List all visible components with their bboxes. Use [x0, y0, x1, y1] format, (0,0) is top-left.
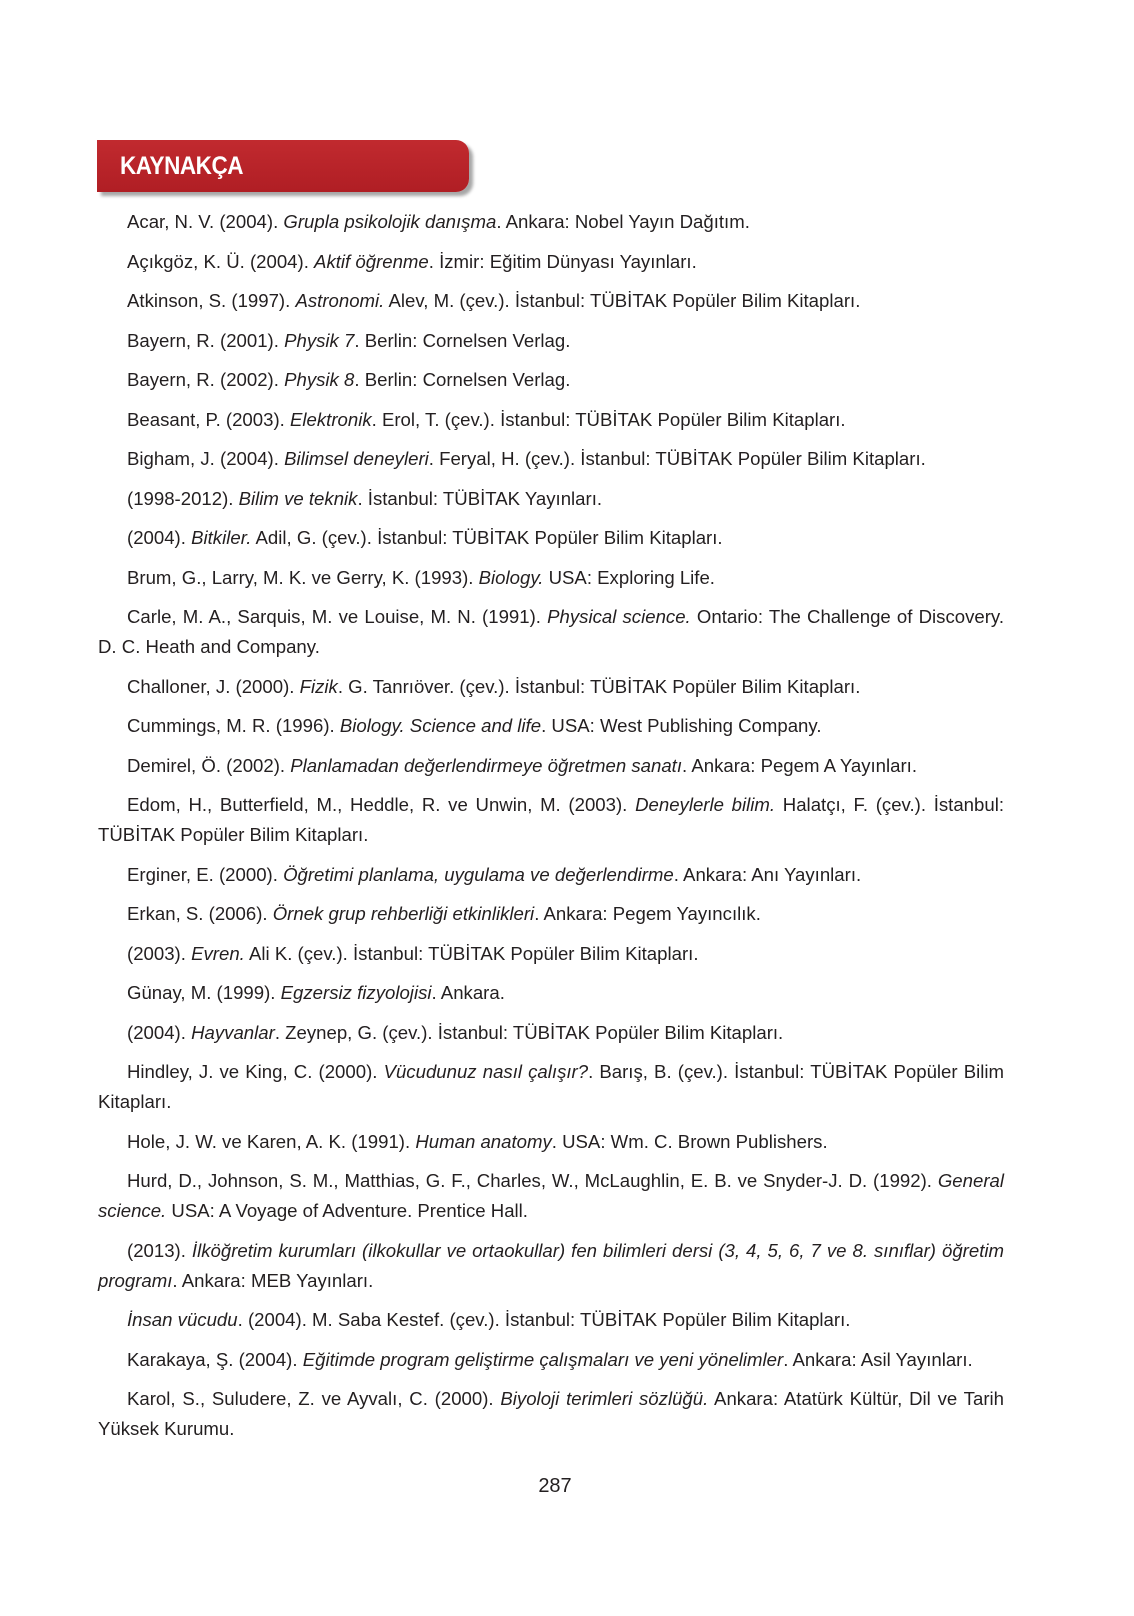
reference-entry: [98, 711, 1004, 741]
reference-text: Demirel, Ö. (2002).: [127, 754, 291, 776]
reference-text: Ontario: The Challenge of Discovery. D. C. Heath and Company.: [98, 606, 1004, 657]
reference-title: İnsan vücudu: [127, 1309, 238, 1330]
reference-title: General science.: [98, 1170, 1004, 1221]
reference-text: . Ankara: Nobel Yayın Dağıtım.: [496, 211, 750, 232]
reference-text: Bayern, R. (2002).: [127, 369, 285, 390]
section-title: KAYNAKÇA: [120, 152, 244, 180]
reference-text: Karol, S., Suludere, Z. ve Ayvalı, C. (2000).: [127, 1388, 501, 1409]
reference-text: . Berlin: Cornelsen Verlag.: [354, 369, 571, 390]
reference-text: Edom, H., Butterfield, M., Heddle, R. ve Unwin, M. (2003).: [127, 794, 636, 815]
reference-entry: [98, 1305, 1004, 1335]
reference-title: Physik 8: [284, 369, 355, 390]
reference-text: . Barış, B. (çev.). İstanbul: TÜBİTAK Popüler Bilim Kitapları.: [98, 1061, 1004, 1112]
reference-text: Cummings, M. R. (1996).: [127, 715, 340, 736]
reference-entry: [98, 286, 1004, 316]
reference-entry: [98, 790, 1004, 850]
reference-title: Grupla psikolojik danışma: [283, 211, 497, 232]
reference-text: . Erol, T. (çev.). İstanbul: TÜBİTAK Popüler Bilim Kitapları.: [371, 408, 846, 430]
reference-entry: [98, 1236, 1004, 1296]
reference-title: Physik 7: [284, 329, 355, 351]
reference-text: . USA: West Publishing Company.: [541, 715, 822, 736]
reference-entry: [98, 1345, 1004, 1375]
reference-text: . İzmir: Eğitim Dünyası Yayınları.: [428, 250, 697, 272]
reference-text: Halatçı, F. (çev.). İstanbul: TÜBİTAK Popüler Bilim Kitapları.: [98, 794, 1004, 845]
reference-title: Human anatomy: [415, 1130, 552, 1152]
reference-text: USA: A Voyage of Adventure. Prentice Hall.: [166, 1200, 528, 1221]
reference-text: Günay, M. (1999).: [127, 982, 281, 1003]
reference-text: Beasant, P. (2003).: [127, 408, 290, 430]
reference-title: Evren.: [191, 942, 245, 964]
reference-entry: [98, 326, 1004, 356]
reference-text: Hindley, J. ve King, C. (2000).: [127, 1061, 384, 1082]
reference-entry: [98, 978, 1004, 1008]
reference-text: . Ankara: Anı Yayınları.: [673, 863, 862, 885]
reference-text: Challoner, J. (2000).: [127, 675, 300, 697]
reference-text: . G. Tanrıöver. (çev.). İstanbul: TÜBİTAK Popüler Bilim Kitapları.: [337, 675, 861, 697]
reference-title: Bilimsel deneyleri: [284, 448, 429, 469]
reference-text: Atkinson, S. (1997).: [127, 290, 296, 311]
reference-text: Erkan, S. (2006).: [127, 903, 273, 924]
reference-text: (1998-2012).: [127, 487, 239, 509]
reference-text: . (2004). M. Saba Kestef. (çev.). İstanbul: TÜBİTAK Popüler Bilim Kitapları.: [237, 1309, 851, 1330]
reference-text: . Berlin: Cornelsen Verlag.: [354, 329, 571, 351]
reference-entry: [98, 602, 1004, 662]
reference-text: Hole, J. W. ve Karen, A. K. (1991).: [127, 1130, 416, 1152]
reference-title: İlköğretim kurumları (ilkokullar ve ortaokullar) fen bilimleri dersi (3, 4, 5, 6, 7 ve 8. sınıflar) öğretim programı: [98, 1239, 1004, 1291]
reference-text: (2004).: [127, 1021, 192, 1043]
reference-text: . USA: Wm. C. Brown Publishers.: [551, 1130, 828, 1152]
reference-text: Ankara: Atatürk Kültür, Dil ve Tarih Yüksek Kurumu.: [98, 1388, 1004, 1439]
reference-text: . Ankara: Pegem Yayıncılık.: [534, 903, 761, 924]
reference-title: Vücudunuz nasıl çalışır?: [383, 1061, 589, 1082]
reference-title: Fizik: [299, 675, 338, 697]
reference-entry: [98, 1127, 1004, 1157]
reference-entry: [98, 484, 1004, 514]
reference-title: Planlamadan değerlendirmeye öğretmen sanatı: [290, 754, 683, 776]
reference-entry: [98, 1018, 1004, 1048]
reference-text: Bigham, J. (2004).: [127, 448, 285, 469]
reference-text: . Feryal, H. (çev.). İstanbul: TÜBİTAK Popüler Bilim Kitapları.: [428, 448, 926, 469]
reference-text: Erginer, E. (2000).: [127, 863, 284, 885]
reference-text: . İstanbul: TÜBİTAK Yayınları.: [357, 487, 603, 509]
reference-text: USA: Exploring Life.: [543, 566, 715, 588]
reference-title: Biology.: [478, 566, 544, 588]
reference-entry: [98, 444, 1004, 474]
reference-title: Öğretimi planlama, uygulama ve değerlendirme: [283, 863, 674, 885]
reference-title: Biyoloji terimleri sözlüğü.: [500, 1388, 709, 1409]
reference-entry: [98, 899, 1004, 929]
reference-list: [98, 207, 1004, 1454]
reference-text: Carle, M. A., Sarquis, M. ve Louise, M. N. (1991).: [127, 606, 548, 627]
reference-entry: [98, 1057, 1004, 1117]
reference-entry: [98, 1384, 1004, 1444]
reference-title: Astronomi.: [295, 290, 385, 311]
reference-text: Ali K. (çev.). İstanbul: TÜBİTAK Popüler Bilim Kitapları.: [244, 942, 699, 964]
reference-entry: [98, 563, 1004, 593]
reference-entry: [98, 751, 1004, 781]
reference-entry: [98, 860, 1004, 890]
reference-text: (2003).: [127, 942, 192, 964]
reference-entry: [98, 207, 1004, 237]
reference-text: (2004).: [127, 527, 192, 548]
reference-title: Eğitimde program geliştirme çalışmaları ve yeni yönelimler: [302, 1348, 784, 1370]
reference-title: Örnek grup rehberliği etkinlikleri: [272, 903, 535, 924]
reference-title: Bitkiler.: [191, 527, 252, 548]
section-header-tab: [97, 140, 469, 192]
reference-title: Bilim ve teknik: [238, 487, 358, 509]
reference-entry: [98, 939, 1004, 969]
reference-title: Hayvanlar: [191, 1021, 275, 1043]
reference-text: Adil, G. (çev.). İstanbul: TÜBİTAK Popüler Bilim Kitapları.: [251, 527, 723, 548]
reference-title: Elektronik: [289, 408, 372, 430]
reference-title: Physical science.: [547, 606, 691, 627]
reference-text: Açıkgöz, K. Ü. (2004).: [127, 250, 315, 272]
reference-text: Alev, M. (çev.). İstanbul: TÜBİTAK Popüler Bilim Kitapları.: [384, 290, 861, 311]
reference-entry: [98, 247, 1004, 277]
reference-title: Deneylerle bilim.: [635, 794, 776, 815]
reference-entry: [98, 405, 1004, 435]
reference-text: Hurd, D., Johnson, S. M., Matthias, G. F., Charles, W., McLaughlin, E. B. ve Snyder-J. D. (1992).: [127, 1170, 938, 1191]
reference-text: Bayern, R. (2001).: [127, 329, 285, 351]
reference-title: Aktif öğrenme: [314, 250, 429, 272]
reference-text: Karakaya, Ş. (2004).: [127, 1348, 303, 1370]
reference-text: Acar, N. V. (2004).: [127, 211, 284, 232]
reference-text: . Ankara: MEB Yayınları.: [172, 1269, 374, 1291]
page-number: 287: [538, 1475, 572, 1497]
reference-text: . Ankara.: [431, 982, 505, 1003]
reference-entry: [98, 672, 1004, 702]
reference-entry: [98, 1166, 1004, 1226]
reference-entry: [98, 365, 1004, 395]
reference-text: . Ankara: Asil Yayınları.: [783, 1348, 973, 1370]
reference-entry: [98, 523, 1004, 553]
reference-text: Brum, G., Larry, M. K. ve Gerry, K. (1993).: [127, 566, 479, 588]
reference-title: Egzersiz fizyolojisi: [280, 982, 432, 1003]
reference-text: . Ankara: Pegem A Yayınları.: [682, 754, 917, 776]
reference-title: Biology. Science and life: [339, 715, 542, 736]
reference-text: . Zeynep, G. (çev.). İstanbul: TÜBİTAK Popüler Bilim Kitapları.: [274, 1021, 784, 1043]
reference-text: (2013).: [127, 1239, 192, 1261]
